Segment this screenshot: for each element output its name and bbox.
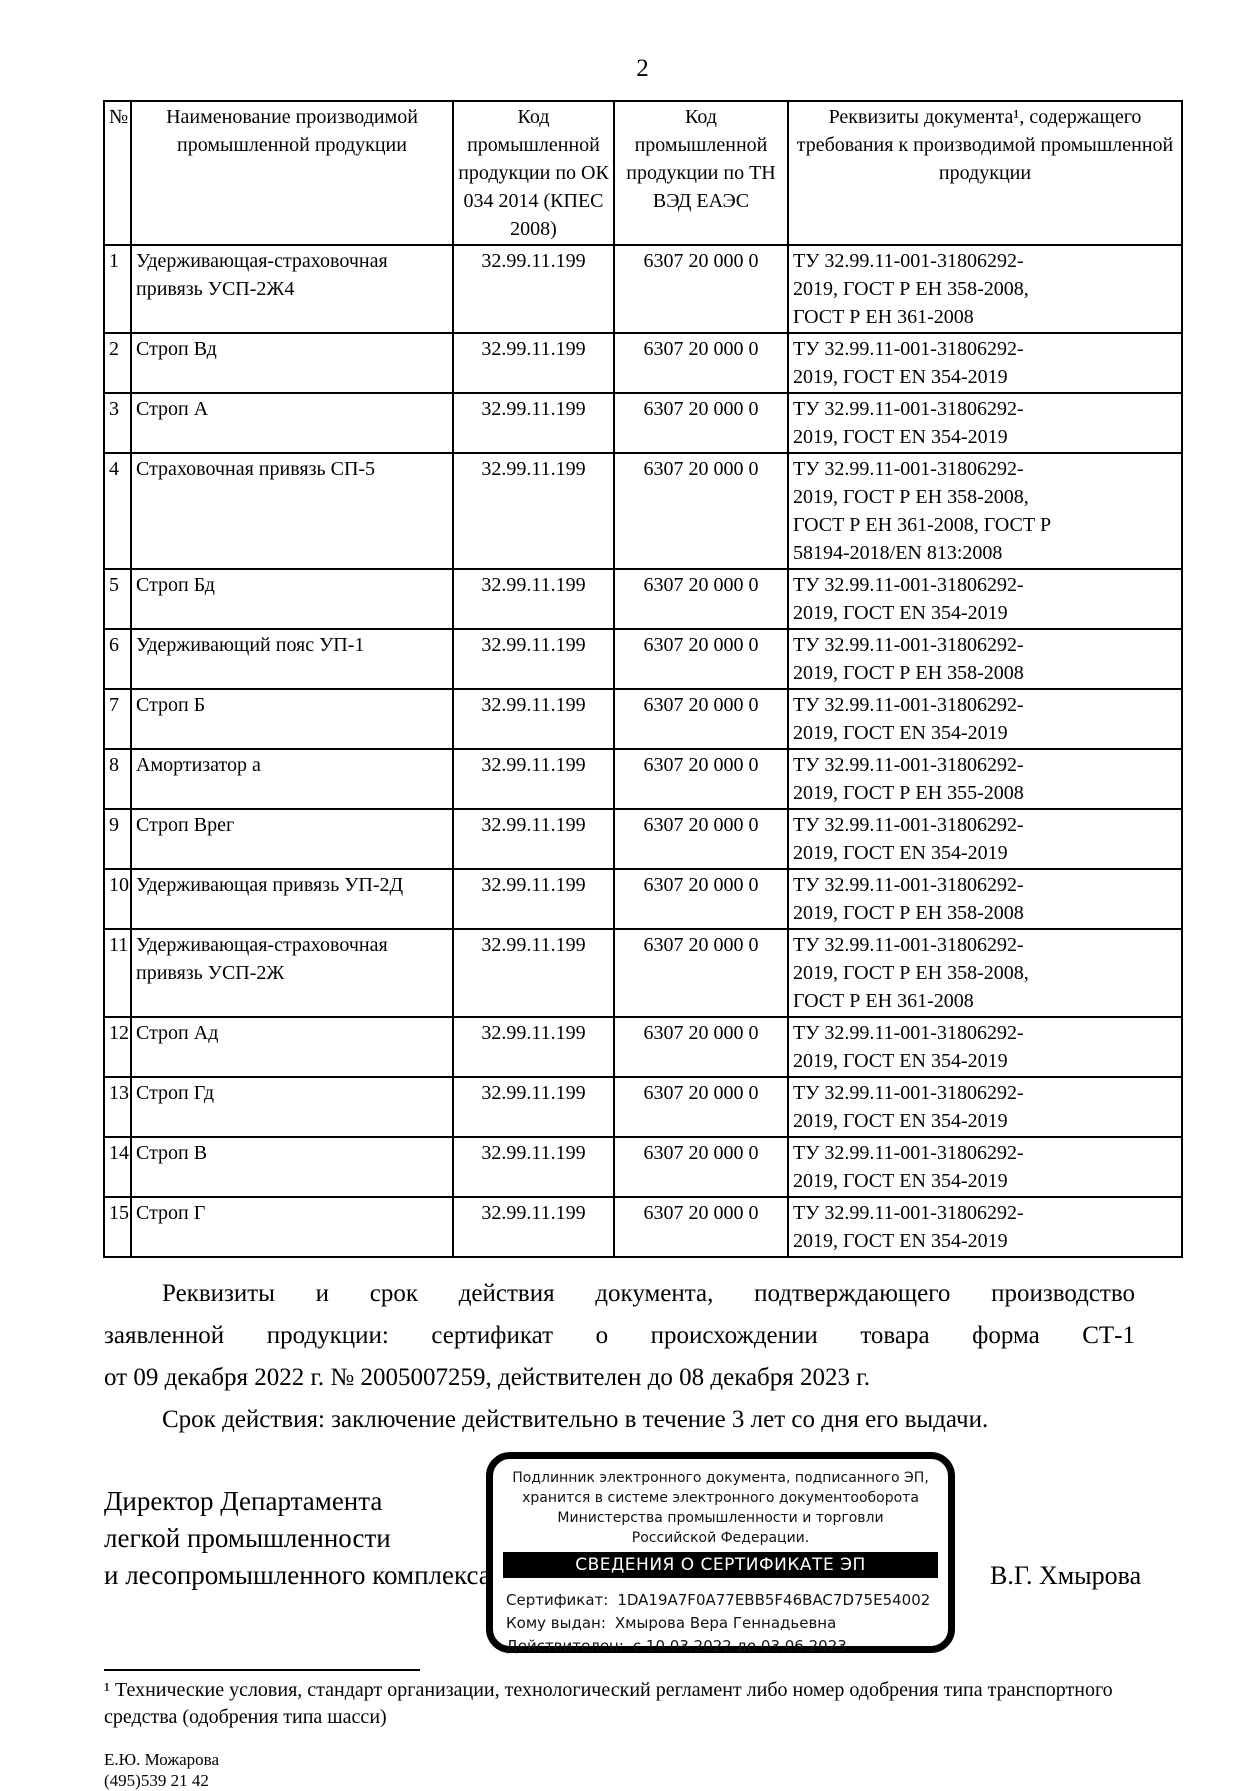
table-row <box>104 749 1182 809</box>
stamp-field-label: Действителен: <box>506 1637 624 1655</box>
okpd-code-cell: 32.99.11.199 <box>453 929 614 1017</box>
contact-phone: (495)539 21 42 <box>104 1771 209 1790</box>
requirements-cell <box>788 869 1182 929</box>
tnved-code-cell: 6307 20 000 0 <box>614 569 788 629</box>
requirements-cell <box>788 1197 1182 1257</box>
tnved-code-cell: 6307 20 000 0 <box>614 869 788 929</box>
signatory-name: В.Г. Хмырова <box>990 1561 1142 1590</box>
requirements-cell <box>788 1137 1182 1197</box>
row-number-cell: 8 <box>104 749 131 809</box>
row-number-cell: 6 <box>104 629 131 689</box>
product-name-cell: Строп А <box>131 393 453 453</box>
product-name-cell: Строп Г <box>131 1197 453 1257</box>
requirements-text: ТУ 32.99.11-001-31806292-2019, ГОСТ Р ЕН 358-2008 <box>793 634 1024 684</box>
stamp-field <box>506 1589 940 1612</box>
okpd-code-cell: 32.99.11.199 <box>453 1137 614 1197</box>
requirements-text: ТУ 32.99.11-001-31806292-2019, ГОСТ EN 354-2019 <box>793 398 1024 448</box>
tnved-code-cell: 6307 20 000 0 <box>614 749 788 809</box>
row-number-cell: 9 <box>104 809 131 869</box>
table-row <box>104 1137 1182 1197</box>
product-name-cell: Строп Врег <box>131 809 453 869</box>
requisites-paragraph <box>104 1273 1135 1399</box>
signatory-title-line: легкой промышленности <box>104 1523 391 1553</box>
signatory-title-line: и лесопромышленного комплекса <box>104 1560 491 1590</box>
product-name-cell: Строп Ад <box>131 1017 453 1077</box>
tnved-code-cell: 6307 20 000 0 <box>614 245 788 333</box>
requirements-text: ТУ 32.99.11-001-31806292-2019, ГОСТ EN 354-2019 <box>793 1082 1024 1132</box>
table-row <box>104 689 1182 749</box>
digital-signature-stamp <box>486 1452 955 1653</box>
requirements-text: ТУ 32.99.11-001-31806292-2019, ГОСТ EN 354-2019 <box>793 1022 1024 1072</box>
stamp-field-value: 1DA19A7F0A77EBB5F46BAC7D75E54002 <box>617 1591 931 1609</box>
stamp-header-line: Российской Федерации. <box>631 1530 810 1546</box>
table-row <box>104 453 1182 569</box>
okpd-code-cell: 32.99.11.199 <box>453 749 614 809</box>
column-header: № <box>104 101 131 245</box>
product-name-cell: Строп Вд <box>131 333 453 393</box>
signatory-title-line: Директор Департамента <box>104 1486 383 1516</box>
okpd-code-cell: 32.99.11.199 <box>453 393 614 453</box>
column-header: Реквизиты документа¹, содержащего требования к производимой промышленной продукции <box>788 101 1182 245</box>
requirements-text: ТУ 32.99.11-001-31806292-2019, ГОСТ Р ЕН 358-2008, ГОСТ Р ЕН 361-2008 <box>793 250 1029 328</box>
paragraph-line: Реквизиты и срок действия документа, подтверждающего производство <box>162 1280 1135 1307</box>
row-number-cell: 1 <box>104 245 131 333</box>
stamp-field <box>506 1635 940 1658</box>
tnved-code-cell: 6307 20 000 0 <box>614 1137 788 1197</box>
requirements-text: ТУ 32.99.11-001-31806292-2019, ГОСТ EN 354-2019 <box>793 814 1024 864</box>
okpd-code-cell: 32.99.11.199 <box>453 569 614 629</box>
okpd-code-cell: 32.99.11.199 <box>453 689 614 749</box>
tnved-code-cell: 6307 20 000 0 <box>614 1017 788 1077</box>
requirements-text: ТУ 32.99.11-001-31806292-2019, ГОСТ Р ЕН 358-2008, ГОСТ Р ЕН 361-2008 <box>793 934 1029 1012</box>
table-row <box>104 333 1182 393</box>
okpd-code-cell: 32.99.11.199 <box>453 1017 614 1077</box>
tnved-code-cell: 6307 20 000 0 <box>614 333 788 393</box>
page-number: 2 <box>636 55 649 82</box>
table-row <box>104 929 1182 1017</box>
requirements-text: ТУ 32.99.11-001-31806292-2019, ГОСТ Р ЕН 358-2008 <box>793 874 1024 924</box>
row-number-cell: 2 <box>104 333 131 393</box>
column-header: Наименование производимой промышленной продукции <box>131 101 453 245</box>
product-table <box>103 100 1183 1258</box>
row-number-cell: 4 <box>104 453 131 569</box>
row-number-cell: 3 <box>104 393 131 453</box>
paragraph-line: от 09 декабря 2022 г. № 2005007259, действителен до 08 декабря 2023 г. <box>104 1364 870 1391</box>
table-row <box>104 809 1182 869</box>
row-number-cell: 13 <box>104 1077 131 1137</box>
tnved-code-cell: 6307 20 000 0 <box>614 689 788 749</box>
paragraph-line: заявленной продукции: сертификат о происхождении товара форма СТ-1 <box>104 1322 1135 1349</box>
table-header-row <box>104 101 1182 245</box>
requirements-cell <box>788 569 1182 629</box>
requirements-cell <box>788 393 1182 453</box>
validity-text: Срок действия: заключение действительно в течение 3 лет со дня его выдачи. <box>162 1406 989 1433</box>
stamp-field <box>506 1612 940 1635</box>
requirements-cell <box>788 629 1182 689</box>
requirements-cell <box>788 245 1182 333</box>
product-name-cell: Строп В <box>131 1137 453 1197</box>
contact-name: Е.Ю. Можарова <box>104 1750 220 1769</box>
product-table-body <box>104 245 1182 1257</box>
okpd-code-cell: 32.99.11.199 <box>453 809 614 869</box>
requirements-text: ТУ 32.99.11-001-31806292-2019, ГОСТ EN 354-2019 <box>793 574 1024 624</box>
requirements-text: ТУ 32.99.11-001-31806292-2019, ГОСТ EN 354-2019 <box>793 338 1024 388</box>
product-name-cell: Строп Гд <box>131 1077 453 1137</box>
stamp-field-label: Кому выдан: <box>506 1614 606 1632</box>
product-name-cell: Страховочная привязь СП-5 <box>131 453 453 569</box>
product-name-cell: Удерживающая-страховочная привязь УСП-2Ж <box>131 929 453 1017</box>
requirements-text: ТУ 32.99.11-001-31806292-2019, ГОСТ EN 354-2019 <box>793 1142 1024 1192</box>
tnved-code-cell: 6307 20 000 0 <box>614 809 788 869</box>
requirements-cell <box>788 1017 1182 1077</box>
stamp-field-label: Сертификат: <box>506 1591 609 1609</box>
product-name-cell: Удерживающая-страховочная привязь УСП-2Ж4 <box>131 245 453 333</box>
table-row <box>104 1077 1182 1137</box>
table-row <box>104 1017 1182 1077</box>
requirements-cell <box>788 749 1182 809</box>
requirements-cell <box>788 1077 1182 1137</box>
product-name-cell: Строп Б <box>131 689 453 749</box>
table-row <box>104 569 1182 629</box>
stamp-field-value: Хмырова Вера Геннадьевна <box>614 1614 837 1632</box>
row-number-cell: 11 <box>104 929 131 1017</box>
tnved-code-cell: 6307 20 000 0 <box>614 1197 788 1257</box>
tnved-code-cell: 6307 20 000 0 <box>614 929 788 1017</box>
row-number-cell: 7 <box>104 689 131 749</box>
row-number-cell: 14 <box>104 1137 131 1197</box>
stamp-header-line: хранится в системе электронного документооборота <box>522 1490 919 1506</box>
tnved-code-cell: 6307 20 000 0 <box>614 393 788 453</box>
footnote-divider <box>104 1669 420 1671</box>
table-row <box>104 1197 1182 1257</box>
okpd-code-cell: 32.99.11.199 <box>453 629 614 689</box>
requirements-text: ТУ 32.99.11-001-31806292-2019, ГОСТ Р ЕН 358-2008, ГОСТ Р ЕН 361-2008, ГОСТ Р 58194-2018/EN 813:2008 <box>793 458 1052 564</box>
stamp-bar-title: СВЕДЕНИЯ О СЕРТИФИКАТЕ ЭП <box>503 1552 938 1578</box>
requirements-text: ТУ 32.99.11-001-31806292-2019, ГОСТ EN 354-2019 <box>793 1202 1024 1252</box>
requirements-text: ТУ 32.99.11-001-31806292-2019, ГОСТ EN 354-2019 <box>793 694 1024 744</box>
row-number-cell: 12 <box>104 1017 131 1077</box>
table-row <box>104 245 1182 333</box>
requirements-cell <box>788 333 1182 393</box>
contact-block <box>104 1749 1181 1791</box>
okpd-code-cell: 32.99.11.199 <box>453 1077 614 1137</box>
footnote-text: ¹ Технические условия, стандарт организации, технологический регламент либо номер одобрения типа транспортного средства (одобрения типа шасси) <box>104 1679 1113 1728</box>
product-name-cell: Строп Бд <box>131 569 453 629</box>
row-number-cell: 10 <box>104 869 131 929</box>
okpd-code-cell: 32.99.11.199 <box>453 869 614 929</box>
tnved-code-cell: 6307 20 000 0 <box>614 453 788 569</box>
signature-section <box>104 1470 1181 1655</box>
stamp-field-value: с 10.03.2022 до 03.06.2023 <box>632 1637 847 1655</box>
okpd-code-cell: 32.99.11.199 <box>453 333 614 393</box>
requirements-cell <box>788 809 1182 869</box>
stamp-header-line: Министерства промышленности и торговли <box>557 1510 884 1526</box>
product-name-cell: Амортизатор а <box>131 749 453 809</box>
okpd-code-cell: 32.99.11.199 <box>453 453 614 569</box>
tnved-code-cell: 6307 20 000 0 <box>614 1077 788 1137</box>
row-number-cell: 5 <box>104 569 131 629</box>
requirements-cell <box>788 689 1182 749</box>
requirements-cell <box>788 453 1182 569</box>
tnved-code-cell: 6307 20 000 0 <box>614 629 788 689</box>
stamp-certificate-fields <box>506 1589 940 1658</box>
validity-paragraph <box>104 1399 1135 1441</box>
okpd-code-cell: 32.99.11.199 <box>453 1197 614 1257</box>
column-header: Код промышленной продукции по ТН ВЭД ЕАЭС <box>614 101 788 245</box>
table-row <box>104 869 1182 929</box>
product-name-cell: Удерживающий пояс УП-1 <box>131 629 453 689</box>
stamp-header-line: Подлинник электронного документа, подписанного ЭП, <box>512 1470 929 1486</box>
stamp-header-text <box>493 1468 948 1548</box>
table-row <box>104 629 1182 689</box>
column-header: Код промышленной продукции по ОК 034 2014 (КПЕС 2008) <box>453 101 614 245</box>
row-number-cell: 15 <box>104 1197 131 1257</box>
requirements-cell <box>788 929 1182 1017</box>
product-name-cell: Удерживающая привязь УП-2Д <box>131 869 453 929</box>
requirements-text: ТУ 32.99.11-001-31806292-2019, ГОСТ Р ЕН 355-2008 <box>793 754 1024 804</box>
table-row <box>104 393 1182 453</box>
okpd-code-cell: 32.99.11.199 <box>453 245 614 333</box>
